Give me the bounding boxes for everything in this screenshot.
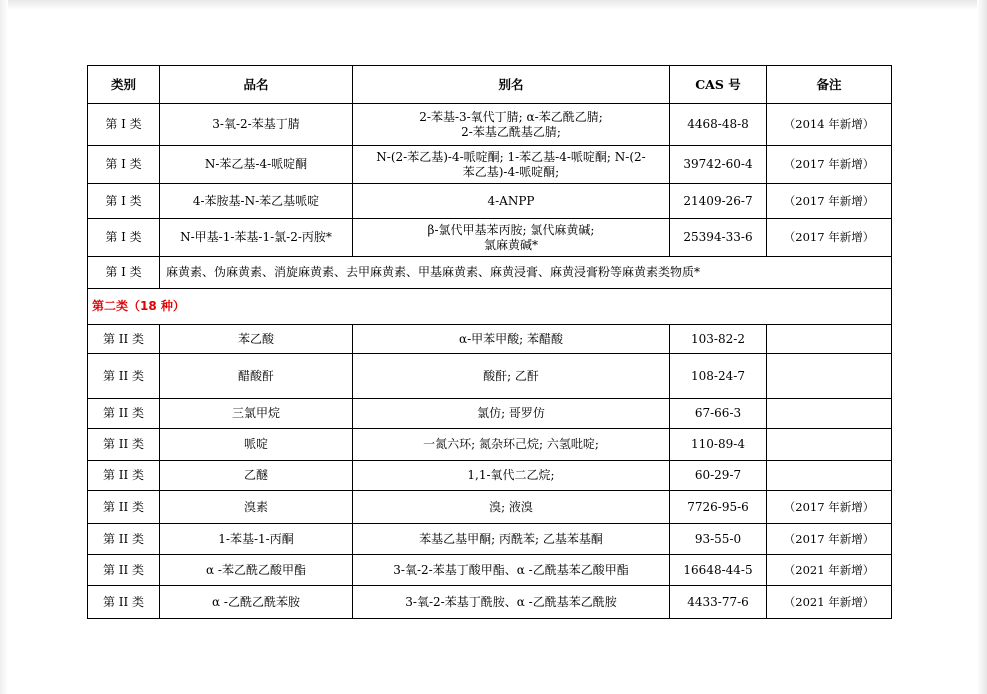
cell-name: N-苯乙基-4-哌啶酮 [160,146,353,184]
header-category: 类别 [88,66,160,104]
precursor-chemicals-table [87,65,892,619]
cell-cas: 103-82-2 [670,325,767,354]
cell-category: 第 I 类 [88,104,160,146]
cell-category: 第 I 类 [88,219,160,257]
cell-category: 第 II 类 [88,399,160,429]
cell-cas: 4433-77-6 [670,586,767,619]
alias-line: β-氯代甲基苯丙胺; 氯代麻黄碱; [427,222,595,237]
page-edge-shadow-right [977,0,987,694]
cell-name: 溴素 [160,491,353,524]
cell-category: 第 II 类 [88,461,160,491]
cell-name: N-甲基-1-苯基-1-氯-2-丙胺* [160,219,353,257]
cell-alias: 酸酐; 乙酐 [353,354,670,399]
cell-name: 乙醚 [160,461,353,491]
cell-alias: 1,1-氧代二乙烷; [353,461,670,491]
cell-category: 第 II 类 [88,586,160,619]
cell-alias [353,219,670,257]
cell-category: 第 II 类 [88,325,160,354]
cell-alias: 3-氧-2-苯基丁酸甲酯、α -乙酰基苯乙酸甲酯 [353,555,670,586]
cell-ephedrine-substances: 麻黄素、伪麻黄素、消旋麻黄素、去甲麻黄素、甲基麻黄素、麻黄浸膏、麻黄浸膏粉等麻黄素类物质* [160,257,892,289]
cell-note: （2017 年新增） [767,219,892,257]
alias-line: 苯乙基)-4-哌啶酮; [462,164,560,179]
cell-alias: 溴; 液溴 [353,491,670,524]
cell-note: （2017 年新增） [767,146,892,184]
cell-cas: 39742-60-4 [670,146,767,184]
alias-line: N-(2-苯乙基)-4-哌啶酮; 1-苯乙基-4-哌啶酮; N-(2- [376,149,646,164]
header-note: 备注 [767,66,892,104]
cell-cas: 25394-33-6 [670,219,767,257]
cell-note: （2017 年新增） [767,524,892,555]
table-row [88,354,892,399]
section-row [88,289,892,325]
table-row [88,325,892,354]
cell-alias [353,146,670,184]
cell-name: 三氯甲烷 [160,399,353,429]
cell-cas: 21409-26-7 [670,184,767,219]
header-name: 品名 [160,66,353,104]
table-row [88,586,892,619]
cell-name: 苯乙酸 [160,325,353,354]
cell-note: （2021 年新增） [767,555,892,586]
cell-category: 第 II 类 [88,354,160,399]
cell-cas: 4468-48-8 [670,104,767,146]
header-alias: 别名 [353,66,670,104]
cell-cas: 110-89-4 [670,429,767,461]
table-row [88,104,892,146]
cell-category: 第 II 类 [88,555,160,586]
page-edge-shadow-left [0,0,8,694]
cell-name: α -乙酰乙酰苯胺 [160,586,353,619]
cell-note [767,325,892,354]
table-row [88,429,892,461]
table-row [88,491,892,524]
cell-alias: 4-ANPP [353,184,670,219]
cell-name: α -苯乙酰乙酸甲酯 [160,555,353,586]
cell-note [767,461,892,491]
cell-category: 第 II 类 [88,491,160,524]
table-row [88,399,892,429]
table-row [88,184,892,219]
cell-category: 第 I 类 [88,257,160,289]
cell-name: 醋酸酐 [160,354,353,399]
alias-line: 氯麻黄碱* [483,237,538,252]
cell-category: 第 I 类 [88,184,160,219]
cell-name: 3-氧-2-苯基丁腈 [160,104,353,146]
alias-line: 2-苯基-3-氧代丁腈; α-苯乙酰乙腈; [419,109,603,124]
cell-category: 第 II 类 [88,429,160,461]
cell-cas: 108-24-7 [670,354,767,399]
table-row [88,146,892,184]
cell-alias: 3-氧-2-苯基丁酰胺、α -乙酰基苯乙酰胺 [353,586,670,619]
cell-note: （2014 年新增） [767,104,892,146]
table-row-ephedrine [88,257,892,289]
page-edge-shadow-top [0,0,987,10]
cell-cas: 7726-95-6 [670,491,767,524]
cell-category: 第 II 类 [88,524,160,555]
table-row [88,524,892,555]
cell-name: 哌啶 [160,429,353,461]
cell-note [767,429,892,461]
cell-note: （2017 年新增） [767,184,892,219]
cell-cas: 93-55-0 [670,524,767,555]
cell-name: 4-苯胺基-N-苯乙基哌啶 [160,184,353,219]
cell-note: （2021 年新增） [767,586,892,619]
cell-cas: 67-66-3 [670,399,767,429]
cell-alias: 一氮六环; 氮杂环己烷; 六氢吡啶; [353,429,670,461]
table-header-row [88,66,892,104]
cell-alias: 氯仿; 哥罗仿 [353,399,670,429]
cell-alias [353,104,670,146]
cell-category: 第 I 类 [88,146,160,184]
cell-cas: 60-29-7 [670,461,767,491]
table-row [88,555,892,586]
cell-alias: 苯基乙基甲酮; 丙酰苯; 乙基苯基酮 [353,524,670,555]
cell-cas: 16648-44-5 [670,555,767,586]
cell-note [767,399,892,429]
cell-alias: α-甲苯甲酸; 苯醋酸 [353,325,670,354]
section-title-class2: 第二类（18 种） [88,289,892,325]
table-row [88,461,892,491]
cell-note [767,354,892,399]
table-row [88,219,892,257]
cell-note: （2017 年新增） [767,491,892,524]
header-cas: CAS 号 [670,66,767,104]
cell-name: 1-苯基-1-丙酮 [160,524,353,555]
alias-line: 2-苯基乙酰基乙腈; [461,124,561,139]
